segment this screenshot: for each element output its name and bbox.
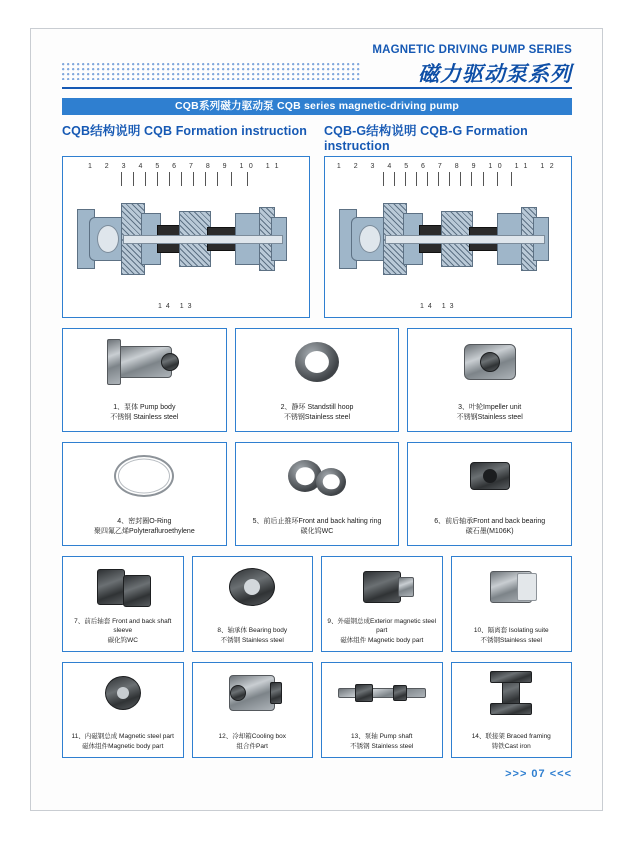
part-caption-10-line2: 不锈钢Stainless steel	[480, 636, 542, 644]
part-cell-7	[62, 556, 184, 652]
part-image-standstill-hoop	[236, 333, 399, 391]
part-image-inner-magnet	[63, 667, 183, 719]
diagram-cqb-callouts: 1 2 3 4 5 6 7 8 9 10 11	[87, 163, 285, 170]
page-content	[62, 44, 572, 780]
part-caption-5-line1: 5、前后止推环Front and back halting ring	[252, 517, 382, 525]
pump-cross-section-cqbg	[337, 191, 559, 291]
section-heading-cqb: CQB结构说明 CQB Formation instruction	[62, 124, 307, 138]
part-cell-12	[192, 662, 314, 758]
part-caption-4	[66, 517, 223, 537]
part-image-o-ring	[63, 447, 226, 505]
part-caption-6	[411, 517, 568, 537]
pump-cross-section-cqb	[75, 191, 297, 291]
diagram-row	[62, 156, 572, 318]
part-caption-8-line1: 8、轴承体 Bearing body	[217, 627, 288, 635]
header-english-title: MAGNETIC DRIVING PUMP SERIES	[372, 44, 572, 56]
parts-row-3	[62, 556, 572, 652]
part-cell-1	[62, 328, 227, 432]
part-caption-12-line2: 组合件Part	[236, 742, 268, 750]
part-cell-3	[407, 328, 572, 432]
part-caption-3-line2: 不锈钢Stainless steel	[456, 413, 523, 421]
part-cell-13	[321, 662, 443, 758]
part-caption-9-line1: 9、外磁钢总成Exterior magnetic steel part	[327, 617, 437, 635]
part-caption-14-line1: 14、联接架 Braced framing	[471, 733, 551, 741]
part-caption-8-line2: 不锈钢 Stainless steel	[220, 636, 284, 644]
part-caption-10	[455, 626, 569, 645]
part-caption-7-line2: 碳化钨WC	[107, 636, 138, 644]
header-band	[62, 60, 572, 86]
part-caption-9	[325, 617, 439, 645]
diagram-cqbg-callout-lines	[383, 172, 513, 186]
part-image-isolating-suite	[452, 561, 572, 613]
part-caption-1-line1: 1、泵体 Pump body	[113, 403, 176, 411]
part-caption-3	[411, 403, 568, 423]
part-image-pump-body	[63, 333, 226, 391]
part-caption-1	[66, 403, 223, 423]
diagram-cqb-callout-lines	[121, 172, 251, 186]
part-caption-11-line1: 11、内磁钢总成 Magnetic steel part	[71, 733, 174, 741]
part-caption-6-line1: 6、前后轴承Front and back bearing	[434, 517, 546, 525]
series-title-bar: CQB系列磁力驱动泵 CQB series magnetic-driving pump	[62, 98, 572, 115]
part-caption-11	[66, 732, 180, 751]
part-cell-11	[62, 662, 184, 758]
part-caption-13-line2: 不锈钢 Stainless steel	[350, 742, 414, 750]
part-image-exterior-magnet	[322, 561, 442, 613]
part-image-braced-framing	[452, 667, 572, 719]
diagram-cqbg	[324, 156, 572, 318]
part-caption-4-line2: 聚四氟乙烯Polyterafluroethylene	[93, 527, 195, 535]
part-caption-7	[66, 617, 180, 645]
parts-row-1	[62, 328, 572, 432]
part-image-shaft-sleeve	[63, 561, 183, 613]
part-cell-14	[451, 662, 573, 758]
part-cell-9	[321, 556, 443, 652]
part-cell-8	[192, 556, 314, 652]
part-caption-13-line1: 13、泵轴 Pump shaft	[351, 733, 413, 741]
part-cell-2	[235, 328, 400, 432]
diagram-cqb	[62, 156, 310, 318]
part-cell-10	[451, 556, 573, 652]
diagram-cqbg-callouts: 1 2 3 4 5 6 7 8 9 10 11 12	[336, 163, 560, 170]
part-caption-12	[196, 732, 310, 751]
diagram-cqb-lower-callouts: 14 13	[158, 303, 196, 310]
part-cell-6	[407, 442, 572, 546]
part-caption-13	[325, 732, 439, 751]
part-caption-5	[239, 517, 396, 537]
diagram-cqbg-lower-callouts: 14 13	[420, 303, 458, 310]
part-image-halting-ring	[236, 447, 399, 505]
part-caption-14	[455, 732, 569, 751]
section-headings	[62, 121, 572, 153]
part-caption-2-line1: 2、静环 Standstill hoop	[280, 403, 354, 411]
part-image-bearing	[408, 447, 571, 505]
part-cell-4	[62, 442, 227, 546]
part-caption-9-line2: 磁体组件 Magnetic body part	[340, 636, 424, 644]
part-caption-2-line2: 不锈钢Stainless steel	[283, 413, 351, 421]
header-chinese-title: 磁力驱动泵系列	[418, 62, 572, 86]
part-image-cooling-box	[193, 667, 313, 719]
part-image-impeller	[408, 333, 571, 391]
part-caption-5-line2: 碳化钨WC	[300, 527, 334, 535]
part-caption-8	[196, 626, 310, 645]
header-dot-pattern	[62, 63, 362, 80]
page-number: >>> 07 <<<	[505, 768, 572, 780]
part-caption-6-line2: 碳石墨(M106K)	[465, 527, 514, 535]
part-caption-11-line2: 磁体组件Magnetic body part	[82, 742, 164, 750]
parts-row-2	[62, 442, 572, 546]
part-image-bearing-body	[193, 561, 313, 613]
part-caption-3-line1: 3、叶轮Impeller unit	[458, 403, 522, 411]
part-caption-7-line1: 7、前后轴套 Front and back shaft sleeve	[74, 617, 172, 635]
part-caption-2	[239, 403, 396, 423]
parts-row-4	[62, 662, 572, 758]
part-caption-4-line1: 4、密封圈O-Ring	[117, 517, 172, 525]
part-cell-5	[235, 442, 400, 546]
part-image-pump-shaft	[322, 667, 442, 719]
part-caption-12-line1: 12、冷却箱Cooling box	[218, 733, 287, 741]
part-caption-14-line2: 铸铁Cast iron	[491, 742, 531, 750]
section-heading-cqbg: CQB-G结构说明 CQB-G Formation instruction	[324, 124, 528, 153]
part-caption-1-line2: 不锈钢 Stainless steel	[110, 413, 179, 421]
part-caption-10-line1: 10、隔离套 Isolating suite	[473, 627, 549, 635]
